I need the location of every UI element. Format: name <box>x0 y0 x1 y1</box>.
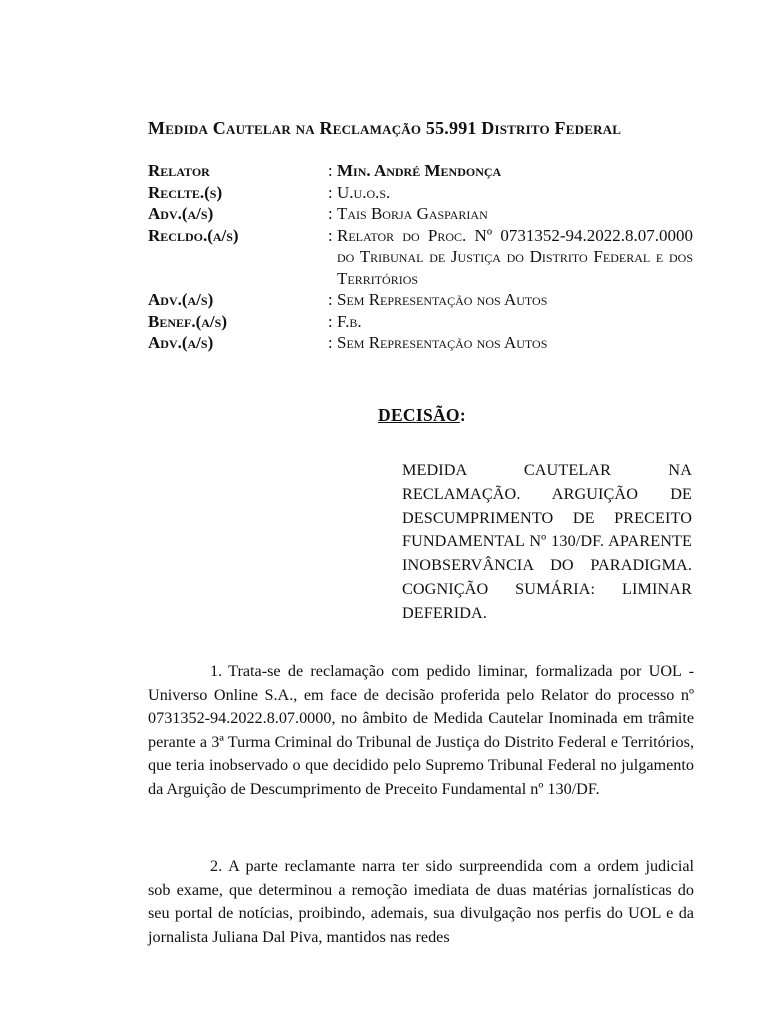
parties-list <box>148 160 693 354</box>
party-role: Relator <box>148 161 210 180</box>
paragraph-number: 1. <box>210 662 223 680</box>
party-name: Sem Representação nos Autos <box>337 333 548 352</box>
paragraph-number: 2. <box>210 857 223 875</box>
party-role: Benef.(a/s) <box>148 311 227 331</box>
party-row-relator: Relator : Min. André Mendonça <box>148 160 693 182</box>
party-role: Adv.(a/s) <box>148 333 214 352</box>
party-name: Relator do Proc. Nº 0731352-94.2022.8.07.0000 do Tribunal de Justiça do Distrito Federal e dos Territórios <box>337 225 693 288</box>
document-title: Medida Cautelar na Reclamação 55.991 Distrito Federal <box>148 118 622 138</box>
decision-heading-suffix: : <box>459 405 466 425</box>
party-name: Tais Borja Gasparian <box>337 204 488 223</box>
paragraph-text: Trata-se de reclamação com pedido liminar, formalizada por UOL - Universo Online S.A., em face de decisão proferida pelo Relator do processo nº 0731352-94.2022.8.07.0000, no âmbito de Medida Cautelar Inominada em trâmite perante a 3ª Turma Criminal do Tribunal de Justiça do Distrito Federal e Territórios, que teria inobservado o que decidido pelo Supremo Tribunal Federal no julgamento da Arguição de Descumprimento de Preceito Fundamental nº 130/DF. <box>148 662 694 798</box>
party-name: Sem Representação nos Autos <box>337 290 548 309</box>
party-name: U.u.o.s. <box>337 182 391 202</box>
ementa-block: MEDIDA CAUTELAR NA RECLAMAÇÃO. ARGUIÇÃO DE DESCUMPRIMENTO DE PRECEITO FUNDAMENTAL Nº 130/DF. APARENTE INOBSERVÂNCIA DO PARADIGMA. COGNIÇÃO SUMÁRIA: LIMINAR DEFERIDA. <box>402 461 692 622</box>
party-row-beneficiario: Benef.(a/s) : F.b. <box>148 311 693 333</box>
party-row-advogado: Adv.(a/s) : Tais Borja Gasparian <box>148 203 693 225</box>
party-role: Recldo.(a/s) <box>148 225 239 245</box>
decision-heading <box>378 405 466 426</box>
party-role: Adv.(a/s) <box>148 290 214 309</box>
party-name: F.b. <box>337 311 362 331</box>
party-row-advogado: Adv.(a/s) : Sem Representação nos Autos <box>148 332 693 354</box>
party-role: Reclte.(s) <box>148 182 223 202</box>
paragraph-text: A parte reclamante narra ter sido surpreendida com a ordem judicial sob exame, que determinou a remoção imediata de duas matérias jornalísticas do seu portal de notícias, proibindo, ademais, sua divulgação nos perfis do UOL e da jornalista Juliana Dal Piva, mantidos nas redes <box>148 857 694 946</box>
decision-heading-text: DECISÃO <box>378 405 460 425</box>
paragraph-1 <box>148 660 694 802</box>
party-row-reclamante: Reclte.(s) : U.u.o.s. <box>148 182 693 204</box>
party-row-reclamado: Recldo.(a/s) : Relator do Proc. Nº 0731352-94.2022.8.07.0000 do Tribunal de Justiça do Distrito Federal e dos Territórios <box>148 225 693 288</box>
party-name: Min. André Mendonça <box>337 161 502 180</box>
paragraph-2 <box>148 855 694 949</box>
party-row-advogado: Adv.(a/s) : Sem Representação nos Autos <box>148 289 693 311</box>
party-role: Adv.(a/s) <box>148 204 214 223</box>
